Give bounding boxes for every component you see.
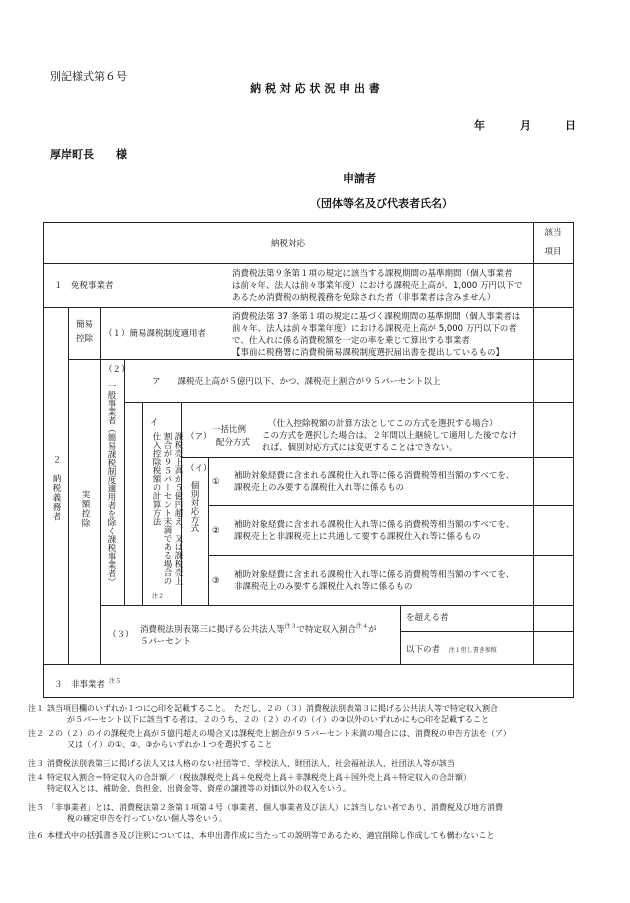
lump-sum-number: （ア）: [186, 432, 212, 442]
note-2: ２の（２）のイの課税売上高が５億円超えの場合又は課税売上割合が９５パーセント未満の場合には、消費税の申告方法を（ア） 又は（イ）の①、②、③からいずれか１つを選択すること: [47, 729, 511, 749]
addressee: 厚岸町長 様: [50, 148, 127, 161]
note-1: 該当項目欄のいずれか１つに○印を記載すること。 ただし、２の（３）消費税法別表第３に掲げる公共法人等で特定収入割合 が５パーセント以下に該当する者は、２のうち、２の（２）のイの（イ）の③以外のいずれかにも○印を記載すること: [47, 704, 498, 724]
note-4: 特定収入割合＝特定収入の合計額／（税抜課税売上高＋免税売上高＋非課税売上高＋国外売上高＋特定収入の合計額） 特定収入とは、補助金、負担金、出資金等、資産の譲渡等の対価以外の収入をいう。: [47, 773, 471, 793]
note-3: 消費税法別表第三に掲げる法人又は人格のない社団等で、学校法人、財団法人、社会福祉法人、社団法人等が該当: [47, 759, 455, 768]
actual-deduction-label: 実額控除: [80, 490, 90, 528]
individual-3-mark: ③: [212, 576, 220, 586]
option-a: ア 課税売上高が５億円以下、かつ、課税売上割合が９５パーセント以上: [152, 377, 441, 387]
form-number: 別記様式第６号: [50, 70, 127, 83]
row-taxpayer-label: ２ 納税義務者: [51, 455, 61, 522]
note-5-mark: 注５: [28, 803, 44, 812]
header-item: 項目: [544, 247, 562, 257]
public-entity-text: 消費税法別表第三に掲げる公共法人等$^{注3}$で特定収入割合$^{注4}$が ５パーセント: [140, 623, 377, 647]
date-month: 月: [520, 119, 531, 132]
row-exempt-label: １ 免税事業者: [54, 281, 114, 291]
note-3-mark: 注３: [28, 759, 44, 768]
public-entity-over: を超える者: [406, 613, 449, 623]
simplified-item: （１）簡易課税制度適用者: [104, 329, 207, 339]
note-4-mark: 注４: [28, 773, 44, 782]
public-entity-number: （３）: [108, 630, 134, 640]
applicant-subtitle: （団体等名及び代表者氏名）: [310, 197, 453, 210]
option-i-mark: イ: [150, 418, 159, 428]
note-6: 本様式中の括弧書き及び注釈については、本申出書作成に当たっての説明等であるため、適宜削除し作成しても構わないこと: [47, 831, 495, 840]
public-entity-under: 以下の者 注１但し書き参照: [406, 645, 497, 655]
simplified-description: 消費税法第 37 条第１項の規定に基づく課税期間の基準期間（個人事業者は 前々年、法人は前々事業年度）における課税売上高が 5,000 万円以下の者 で、仕入れに係る消費税額を一定の率を乗じて算出する事業者 【事前に税務署に消費税簡易課税制度選択届出書を提出しているもの】: [232, 312, 521, 358]
header-applicable: 該当: [544, 228, 562, 238]
option-i-text: 課税売上高が５億円超え、又は課税売上割合が９５パーセント未満である場合の仕入控除税額の計算方法: [151, 432, 183, 585]
header-tax-response: 納税対応: [270, 239, 305, 249]
individual-3-text: 補助対象経費に含まれる課税仕入れ等に係る消費税等相当額のすべてを、 非課税売上のみ要する課税仕入れ等に係るもの: [234, 570, 515, 592]
general-number: （２）: [104, 365, 130, 375]
non-business-label: ３ 非事業者 $^{注5}$: [54, 678, 122, 690]
date-day: 日: [565, 119, 576, 132]
date-year: 年: [474, 119, 485, 132]
row-exempt-description: 消費税法第９条第１項の規定に該当する課税期間の基準期間（個人事業者 は前々年、法人は前々事業年度）における課税売上高が、1,000 万円以下で あるため消費税の納税義務を免除された者（非事業者は含みません）: [232, 269, 523, 303]
individual-1-mark: ①: [212, 477, 220, 487]
individual-label: 個別対応方式: [189, 481, 199, 532]
option-i-note: 注２: [152, 593, 165, 600]
note-2-mark: 注２: [28, 729, 44, 738]
lump-sum-label: 一括比例 配分方式: [212, 425, 251, 448]
note-1-mark: 注１: [28, 704, 44, 713]
document-title: 納 税 対 応 状 況 申 出 書: [250, 82, 380, 95]
individual-number: （イ）: [186, 464, 212, 474]
lump-sum-description: （仕入控除税額の計算方法としてこの方式を選択する場合） この方式を選択した場合は、２年間以上継続して適用した後でなけ れば、個別対応方式には変更することはできない。: [262, 419, 518, 453]
individual-2-mark: ②: [212, 526, 220, 536]
note-5: 「非事業者」とは、消費税法第２条第１項第４号（事業者、個人事業者及び法人）に該当しない者であり、消費税及び地方消費 税の確定申告を行っていない個人等をいう。: [47, 803, 503, 823]
applicant-label: 申請者: [343, 172, 376, 185]
note-6-mark: 注６: [28, 831, 44, 840]
simplified-deduction-label: 簡易控除: [76, 320, 94, 344]
general-business-label: 一般事業者（簡易課税制度適用者を除く課税事業者）: [106, 382, 116, 586]
individual-2-text: 補助対象経費に含まれる課税仕入れ等に係る消費税等相当額のすべてを、 課税売上と非課税売上に共通して要する課税仕入れ等に係るもの: [234, 520, 515, 542]
individual-1-text: 補助対象経費に含まれる課税仕入れ等に係る消費税等相当額のすべてを、 課税売上のみ要する課税仕入れ等に係るもの: [234, 471, 515, 493]
